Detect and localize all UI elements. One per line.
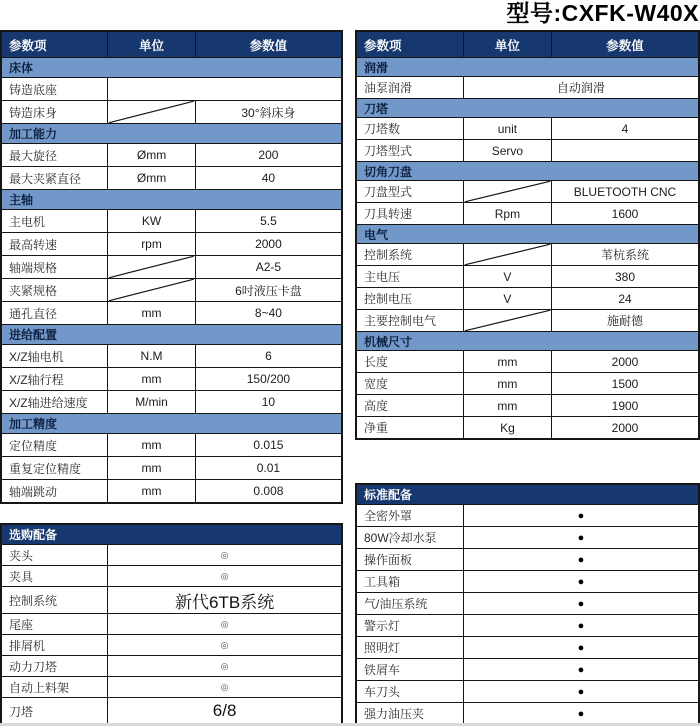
param-label: 夹具	[1, 566, 108, 587]
param-value	[551, 140, 699, 162]
spec-row	[1, 101, 342, 124]
section-header: 选购配备	[1, 524, 342, 545]
availability-mark: ●	[463, 549, 699, 571]
spec-row	[1, 210, 342, 233]
column-header: 参数项	[356, 31, 463, 58]
spec-table	[0, 30, 343, 504]
param-value: 24	[551, 288, 699, 310]
section-header: 电气	[356, 225, 699, 244]
availability-mark: ●	[463, 505, 699, 527]
section-header: 标准配备	[356, 484, 699, 505]
unit-value: V	[463, 266, 551, 288]
param-value: 5.5	[195, 210, 342, 233]
section-row	[1, 524, 342, 545]
param-label: 排屑机	[1, 635, 108, 656]
section-header: 机械尺寸	[356, 332, 699, 351]
availability-mark: ●	[463, 659, 699, 681]
spec-row	[356, 140, 699, 162]
spec-row	[356, 288, 699, 310]
spec-row	[356, 703, 699, 726]
diagonal-line	[464, 244, 551, 265]
param-label: 工具箱	[356, 571, 463, 593]
param-value: 10	[195, 391, 342, 414]
spec-row	[356, 549, 699, 571]
param-label: 自动上料架	[1, 677, 108, 698]
unit-value: mm	[463, 395, 551, 417]
section-row	[1, 325, 342, 345]
param-value: 150/200	[195, 368, 342, 391]
spec-row	[1, 566, 342, 587]
param-label: 主要控制电气	[356, 310, 463, 332]
section-header: 床体	[1, 58, 342, 78]
availability-mark: ◎	[108, 566, 342, 587]
spec-row	[1, 167, 342, 190]
param-value: A2-5	[195, 256, 342, 279]
unit-value: mm	[108, 480, 196, 504]
spec-row	[1, 144, 342, 167]
availability-mark: ◎	[108, 614, 342, 635]
param-label: 警示灯	[356, 615, 463, 637]
section-row	[356, 484, 699, 505]
unit-value: mm	[463, 351, 551, 373]
unit-value: unit	[463, 118, 551, 140]
left-spec-table	[0, 30, 343, 504]
section-header: 进给配置	[1, 325, 342, 345]
spec-row	[356, 637, 699, 659]
column-header: 参数值	[195, 31, 342, 58]
param-label: 铸造底座	[1, 78, 108, 101]
spec-row	[1, 391, 342, 414]
param-label: 通孔直径	[1, 302, 108, 325]
availability-mark: ●	[463, 703, 699, 726]
param-value: 380	[551, 266, 699, 288]
availability-mark: ●	[463, 571, 699, 593]
param-label: 80W冷却水泵	[356, 527, 463, 549]
optional-equipment-table	[0, 523, 343, 726]
param-label: 长度	[356, 351, 463, 373]
param-value: 40	[195, 167, 342, 190]
param-value: 2000	[551, 351, 699, 373]
param-value: 1900	[551, 395, 699, 417]
availability-mark: ◎	[108, 635, 342, 656]
param-label: 气/油压系统	[356, 593, 463, 615]
spec-row	[1, 587, 342, 614]
param-label: 控制电压	[356, 288, 463, 310]
param-label: 操作面板	[356, 549, 463, 571]
spec-row	[356, 505, 699, 527]
unit-value: mm	[108, 368, 196, 391]
param-label: 重复定位精度	[1, 457, 108, 480]
param-value: 2000	[551, 417, 699, 440]
unit-value: Ømm	[108, 167, 196, 190]
spec-row	[1, 368, 342, 391]
unit-value: KW	[108, 210, 196, 233]
diagonal-na-cell	[108, 256, 196, 279]
spec-row	[356, 181, 699, 203]
param-value: 6/8	[108, 698, 342, 726]
spec-row	[356, 373, 699, 395]
availability-mark: ●	[463, 615, 699, 637]
spec-row	[356, 417, 699, 440]
spec-row	[356, 527, 699, 549]
spec-row	[356, 244, 699, 266]
column-header-row	[356, 31, 699, 58]
standard-equipment-table	[355, 483, 700, 726]
availability-mark: ●	[463, 527, 699, 549]
param-label: X/Z轴电机	[1, 345, 108, 368]
unit-value: mm	[108, 457, 196, 480]
section-header: 切角刀盘	[356, 162, 699, 181]
spec-row	[356, 118, 699, 140]
column-header: 单位	[108, 31, 196, 58]
param-label: 控制系统	[356, 244, 463, 266]
spec-row	[1, 233, 342, 256]
param-label: 油泵润滑	[356, 77, 463, 99]
param-label: 夹紧规格	[1, 279, 108, 302]
spec-row	[1, 279, 342, 302]
spec-row	[356, 395, 699, 417]
param-label: 宽度	[356, 373, 463, 395]
unit-value: mm	[463, 373, 551, 395]
spec-row	[1, 302, 342, 325]
spec-row	[356, 659, 699, 681]
unit-value: Servo	[463, 140, 551, 162]
param-value: 30°斜床身	[195, 101, 342, 124]
availability-mark: ◎	[108, 545, 342, 566]
spec-row	[1, 256, 342, 279]
param-label: 强力油压夹	[356, 703, 463, 726]
section-row	[356, 58, 699, 77]
unit-value: N.M	[108, 345, 196, 368]
availability-mark: ●	[463, 681, 699, 703]
param-label: 刀盘型式	[356, 181, 463, 203]
diagonal-line	[108, 256, 195, 278]
param-value: 新代6TB系统	[108, 587, 342, 614]
param-label: 车刀头	[356, 681, 463, 703]
param-label: 轴端规格	[1, 256, 108, 279]
spec-row	[356, 310, 699, 332]
param-label: 最大夹紧直径	[1, 167, 108, 190]
section-header: 加工能力	[1, 124, 342, 144]
section-row	[1, 124, 342, 144]
param-label: 照明灯	[356, 637, 463, 659]
param-label: 最高转速	[1, 233, 108, 256]
spec-row	[356, 203, 699, 225]
spec-row	[1, 480, 342, 504]
spec-row	[356, 593, 699, 615]
section-row	[1, 414, 342, 434]
param-value: 2000	[195, 233, 342, 256]
model-title: 型号:CXFK-W40X	[506, 0, 699, 26]
param-label: 控制系统	[1, 587, 108, 614]
unit-value: mm	[108, 302, 196, 325]
param-label: 定位精度	[1, 434, 108, 457]
diagonal-line	[108, 101, 195, 123]
diagonal-line	[108, 279, 195, 301]
diagonal-na-cell	[463, 181, 551, 203]
section-row	[356, 162, 699, 181]
column-header: 单位	[463, 31, 551, 58]
param-value: 1500	[551, 373, 699, 395]
diagonal-line	[464, 310, 551, 331]
spec-row	[356, 77, 699, 99]
spec-row	[356, 351, 699, 373]
param-label: 刀塔型式	[356, 140, 463, 162]
param-label: 铁屑车	[356, 659, 463, 681]
param-value: 8~40	[195, 302, 342, 325]
param-value: 4	[551, 118, 699, 140]
section-row	[1, 190, 342, 210]
section-row	[356, 332, 699, 351]
spec-row	[1, 698, 342, 726]
diagonal-na-cell	[108, 101, 196, 124]
spec-table	[355, 483, 700, 726]
param-label: 铸造床身	[1, 101, 108, 124]
spec-row	[1, 635, 342, 656]
param-value	[108, 78, 342, 101]
unit-value: Rpm	[463, 203, 551, 225]
spec-table	[0, 523, 343, 726]
unit-value: Ømm	[108, 144, 196, 167]
spec-row	[1, 656, 342, 677]
section-header: 刀塔	[356, 99, 699, 118]
section-header: 润滑	[356, 58, 699, 77]
param-label: X/Z轴行程	[1, 368, 108, 391]
diagonal-na-cell	[108, 279, 196, 302]
param-label: 高度	[356, 395, 463, 417]
spec-row	[356, 681, 699, 703]
section-header: 主轴	[1, 190, 342, 210]
spec-row	[1, 614, 342, 635]
spec-row	[1, 434, 342, 457]
param-value: BLUETOOTH CNC	[551, 181, 699, 203]
param-value: 0.01	[195, 457, 342, 480]
param-value: 1600	[551, 203, 699, 225]
param-value: 6吋液压卡盘	[195, 279, 342, 302]
unit-value: V	[463, 288, 551, 310]
param-value: 6	[195, 345, 342, 368]
param-value: 自动润滑	[463, 77, 699, 99]
param-value: 0.008	[195, 480, 342, 504]
section-row	[356, 99, 699, 118]
param-label: 刀塔	[1, 698, 108, 726]
unit-value: Kg	[463, 417, 551, 440]
column-header-row	[1, 31, 342, 58]
param-label: 最大旋径	[1, 144, 108, 167]
section-header: 加工精度	[1, 414, 342, 434]
param-label: X/Z轴进给速度	[1, 391, 108, 414]
spec-row	[356, 571, 699, 593]
availability-mark: ◎	[108, 677, 342, 698]
spec-row	[356, 615, 699, 637]
param-label: 动力刀塔	[1, 656, 108, 677]
spec-row	[1, 78, 342, 101]
diagonal-na-cell	[463, 244, 551, 266]
param-label: 全密外罩	[356, 505, 463, 527]
param-value: 0.015	[195, 434, 342, 457]
spec-row	[1, 457, 342, 480]
section-row	[356, 225, 699, 244]
param-label: 轴端跳动	[1, 480, 108, 504]
spec-row	[1, 677, 342, 698]
param-value: 苇杭系统	[551, 244, 699, 266]
unit-value: mm	[108, 434, 196, 457]
param-value: 施耐德	[551, 310, 699, 332]
spec-row	[1, 345, 342, 368]
availability-mark: ●	[463, 593, 699, 615]
availability-mark: ●	[463, 637, 699, 659]
param-label: 刀塔数	[356, 118, 463, 140]
param-label: 夹头	[1, 545, 108, 566]
diagonal-na-cell	[463, 310, 551, 332]
param-label: 尾座	[1, 614, 108, 635]
spec-row	[1, 545, 342, 566]
param-label: 主电压	[356, 266, 463, 288]
param-label: 主电机	[1, 210, 108, 233]
unit-value: rpm	[108, 233, 196, 256]
unit-value: M/min	[108, 391, 196, 414]
section-row	[1, 58, 342, 78]
availability-mark: ◎	[108, 656, 342, 677]
spec-table	[355, 30, 700, 440]
column-header: 参数值	[551, 31, 699, 58]
spec-row	[356, 266, 699, 288]
right-spec-table	[355, 30, 700, 440]
param-value: 200	[195, 144, 342, 167]
param-label: 刀具转速	[356, 203, 463, 225]
param-label: 净重	[356, 417, 463, 440]
diagonal-line	[464, 181, 551, 202]
column-header: 参数项	[1, 31, 108, 58]
